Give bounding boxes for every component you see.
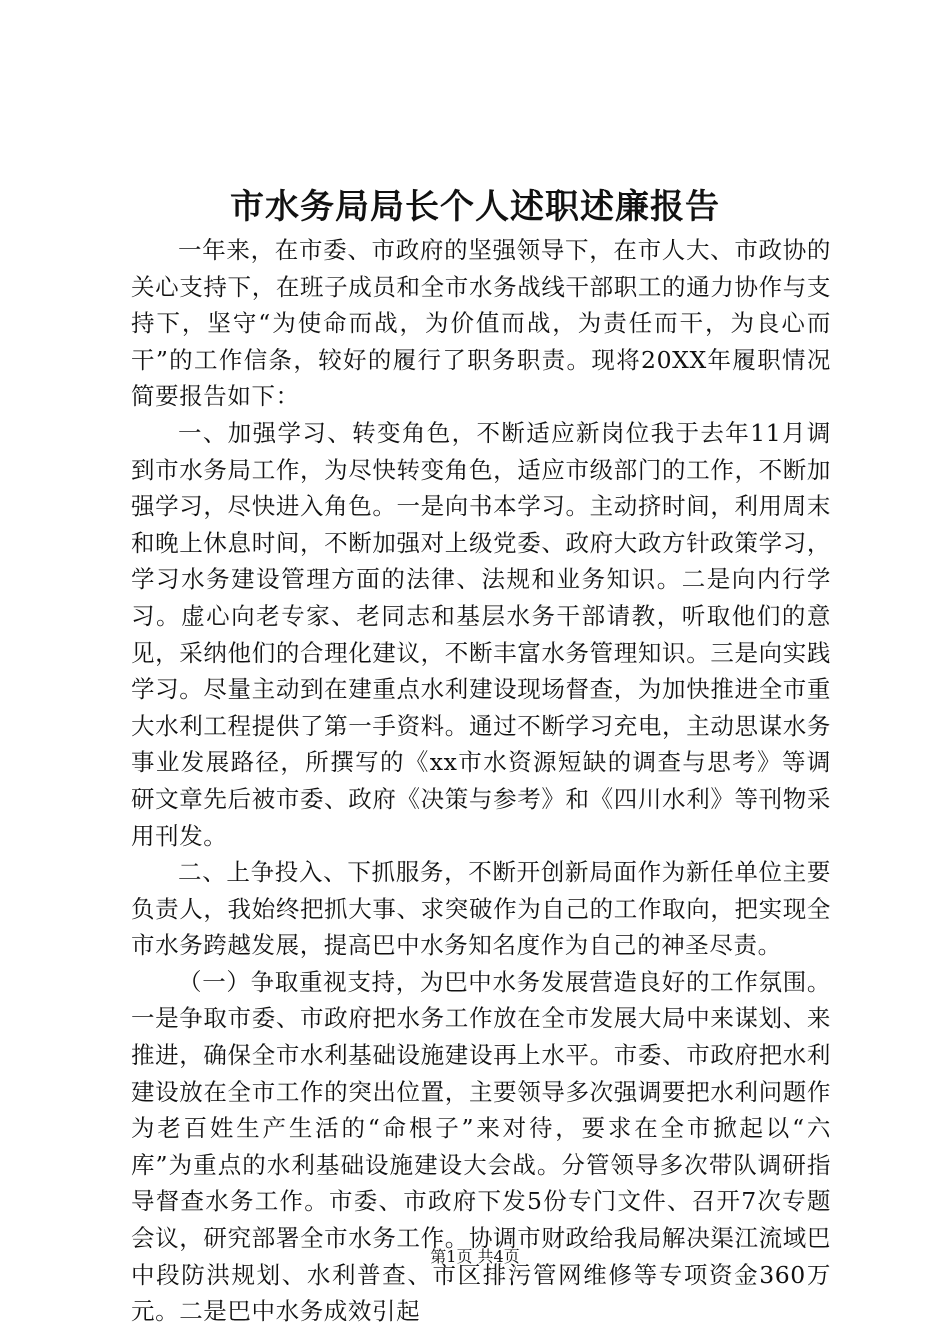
document-title: 市水务局局长个人述职述廉报告: [230, 187, 720, 227]
paragraph-intro: 一年来，在市委、市政府的坚强领导下，在市人大、市政协的关心支持下，在班子成员和全市水务战线干部职工的通力协作与支持下，坚守“为使命而战，为价值而战，为责任而干，为良心而干”的工作信条，较好的履行了职务职责。现将20XX年履职情况简要报告如下：: [131, 236, 831, 411]
document-body: [131, 232, 831, 1330]
paragraph-section-2: 二、上争投入、下抓服务，不断开创新局面作为新任单位主要负责人，我始终把抓大事、求突破作为自己的工作取向，把实现全市水务跨越发展，提高巴中水务知名度作为自己的神圣尽责。: [131, 858, 831, 960]
page-footer: 第1页 共4页: [430, 1247, 520, 1266]
paragraph-section-1: 一、加强学习、转变角色，不断适应新岗位我于去年11月调到市水务局工作，为尽快转变角色，适应市级部门的工作，不断加强学习，尽快进入角色。一是向书本学习。主动挤时间，利用周末和晚上休息时间，不断加强对上级党委、政府大政方针政策学习，学习水务建设管理方面的法律、法规和业务知识。二是向内行学习。虚心向老专家、老同志和基层水务干部请教，听取他们的意见，采纳他们的合理化建议，不断丰富水务管理知识。三是向实践学习。尽量主动到在建重点水利建设现场督查，为加快推进全市重大水利工程提供了第一手资料。通过不断学习充电，主动思谋水务事业发展路径，所撰写的《xx市水资源短缺的调查与思考》等调研文章先后被市委、政府《决策与参考》和《四川水利》等刊物采用刊发。: [131, 418, 831, 850]
paragraph-subsection-1: （一）争取重视支持，为巴中水务发展营造良好的工作氛围。一是争取市委、市政府把水务工作放在全市发展大局中来谋划、来推进，确保全市水利基础设施建设再上水平。市委、市政府把水利建设放在全市工作的突出位置，主要领导多次强调要把水利问题作为老百姓生产生活的“命根子”来对待，要求在全市掀起以“六库”为重点的水利基础设施建设大会战。分管领导多次带队调研指导督查水务工作。市委、市政府下发5份专门文件、召开7次专题会议，研究部署全市水务工作。协调市财政给我局解决渠江流域巴中段防洪规划、水利普查、市区排污管网维修等专项资金360万元。二是巴中水务成效引起: [131, 967, 831, 1326]
